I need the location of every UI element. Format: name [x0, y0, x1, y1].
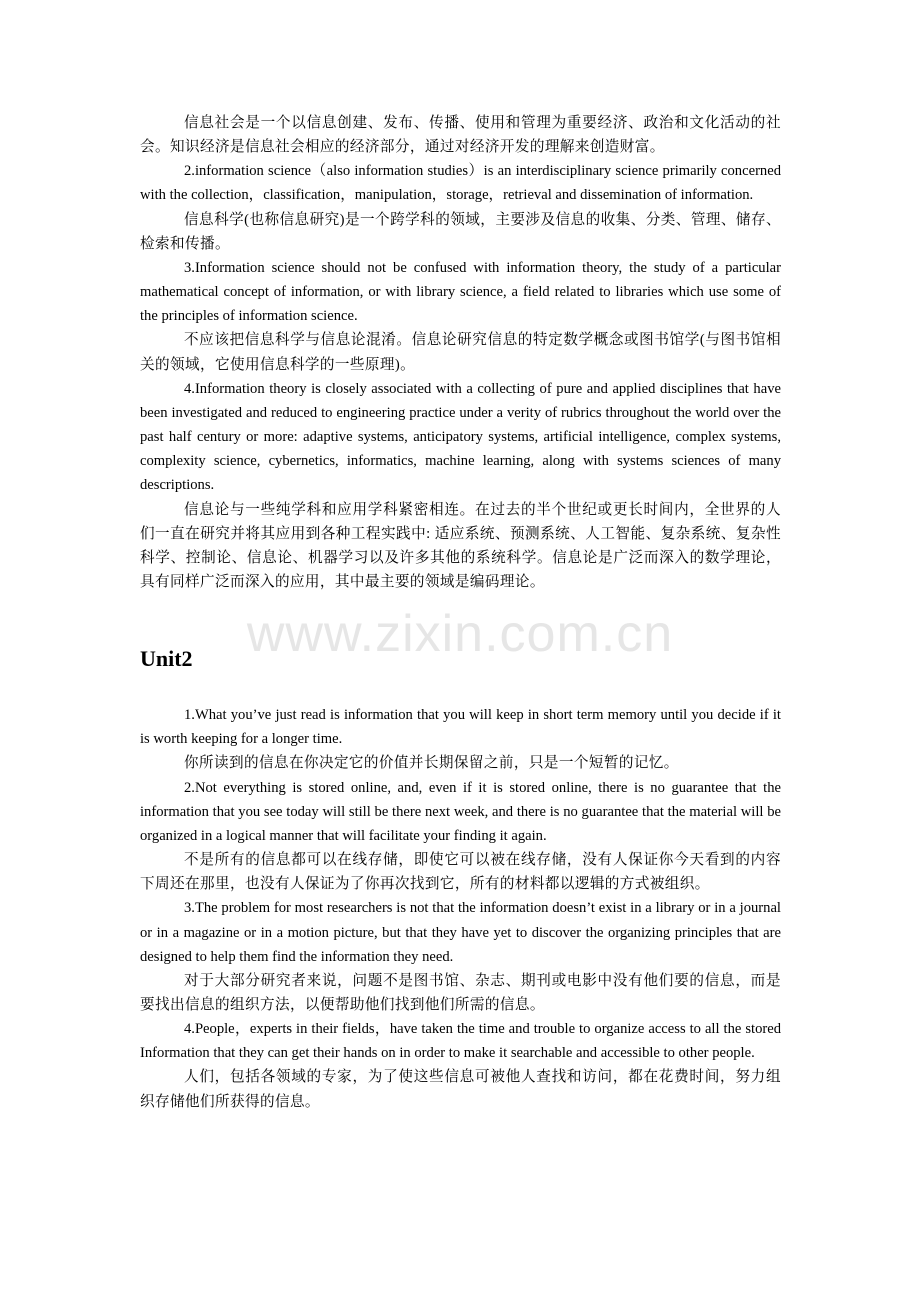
paragraph-zh-information-theory-disciplines: 信息论与一些纯学科和应用学科紧密相连。在过去的半个世纪或更长时间内，全世界的人们一直在研究并将其应用到各种工程实践中: 适应系统、预测系统、人工智能、复杂系统、复杂性科学、控制论、信息论、机器学习以及许多其他的系统科学。信息论是广泛而深入的数学理论，具有同样广泛而深入的应用，其中最主要的领域是编码理论。: [140, 501, 781, 590]
paragraph-en-experts-organize: 4.People，experts in their fields，have taken the time and trouble to organize access to all the stored Information that they can get their hands on in order to make it searchable and accessible to other people.: [140, 1021, 781, 1062]
paragraph-en-information-theory-disciplines: 4.Information theory is closely associated with a collecting of pure and applied disciplines that have been investigated and reduced to engineering practice under a verity of rubrics throughout the world over the past half century or more: adaptive systems, anticipatory systems, artificial intelligence, complex systems, complexity science, cybernetics, informatics, machine learning, along with systems sciences of many descriptions.: [140, 380, 781, 494]
paragraph-en-stored-online: 2.Not everything is stored online, and, even if it is stored online, there is no guarantee that the information that you see today will still be there next week, and there is no guarantee that the material will be organized in a logical manner that will facilitate your finding it again.: [140, 779, 781, 844]
paragraph-zh-information-science: 信息科学(也称信息研究)是一个跨学科的领域，主要涉及信息的收集、分类、管理、储存、检索和传播。: [140, 211, 781, 252]
paragraph-zh-information-theory-confusion: 不应该把信息科学与信息论混淆。信息论研究信息的特定数学概念或图书馆学(与图书馆相关的领域，它使用信息科学的一些原理)。: [140, 332, 781, 373]
section-spacer: [140, 594, 781, 646]
paragraph-zh-stored-online: 不是所有的信息都可以在线存储，即使它可以被在线存储，没有人保证你今天看到的内容下周还在那里，也没有人保证为了你再次找到它，所有的材料都以逻辑的方式被组织。: [140, 852, 781, 893]
paragraph-en-short-term-memory: 1.What you’ve just read is information that you will keep in short term memory until you decide if it is worth keeping for a longer time.: [140, 707, 781, 748]
paragraph-zh-information-society: 信息社会是一个以信息创建、发布、传播、使用和管理为重要经济、政治和文化活动的社会。知识经济是信息社会相应的经济部分，通过对经济开发的理解来创造财富。: [140, 115, 781, 156]
paragraph-en-information-science: 2.information science（also information studies）is an interdisciplinary science primarily concerned with the collection，classification，manipulation，storage，retrieval and dissemination of information.: [140, 163, 781, 204]
paragraph-en-researchers-problem: 3.The problem for most researchers is not that the information doesn’t exist in a library or in a journal or in a magazine or in a motion picture, but that they have yet to discover the organizing principles that are designed to help them find the information they need.: [140, 900, 781, 965]
paragraph-zh-researchers-problem: 对于大部分研究者来说，问题不是图书馆、杂志、期刊或电影中没有他们要的信息，而是要找出信息的组织方法，以便帮助他们找到他们所需的信息。: [140, 972, 781, 1013]
document-body: [140, 111, 781, 1114]
section-spacer: [140, 672, 781, 703]
paragraph-zh-experts-organize: 人们，包括各领域的专家，为了使这些信息可被他人查找和访问，都在花费时间，努力组织存储他们所获得的信息。: [140, 1069, 781, 1110]
section-heading-unit2: Unit2: [140, 646, 193, 672]
watermark: www.zixin.com.cn: [246, 605, 674, 663]
paragraph-en-information-theory-confusion: 3.Information science should not be confused with information theory, the study of a particular mathematical concept of information, or with library science, a field related to libraries which use some of the principles of information science.: [140, 259, 781, 325]
paragraph-zh-short-term-memory: 你所读到的信息在你决定它的价值并长期保留之前，只是一个短暂的记忆。: [184, 755, 679, 772]
